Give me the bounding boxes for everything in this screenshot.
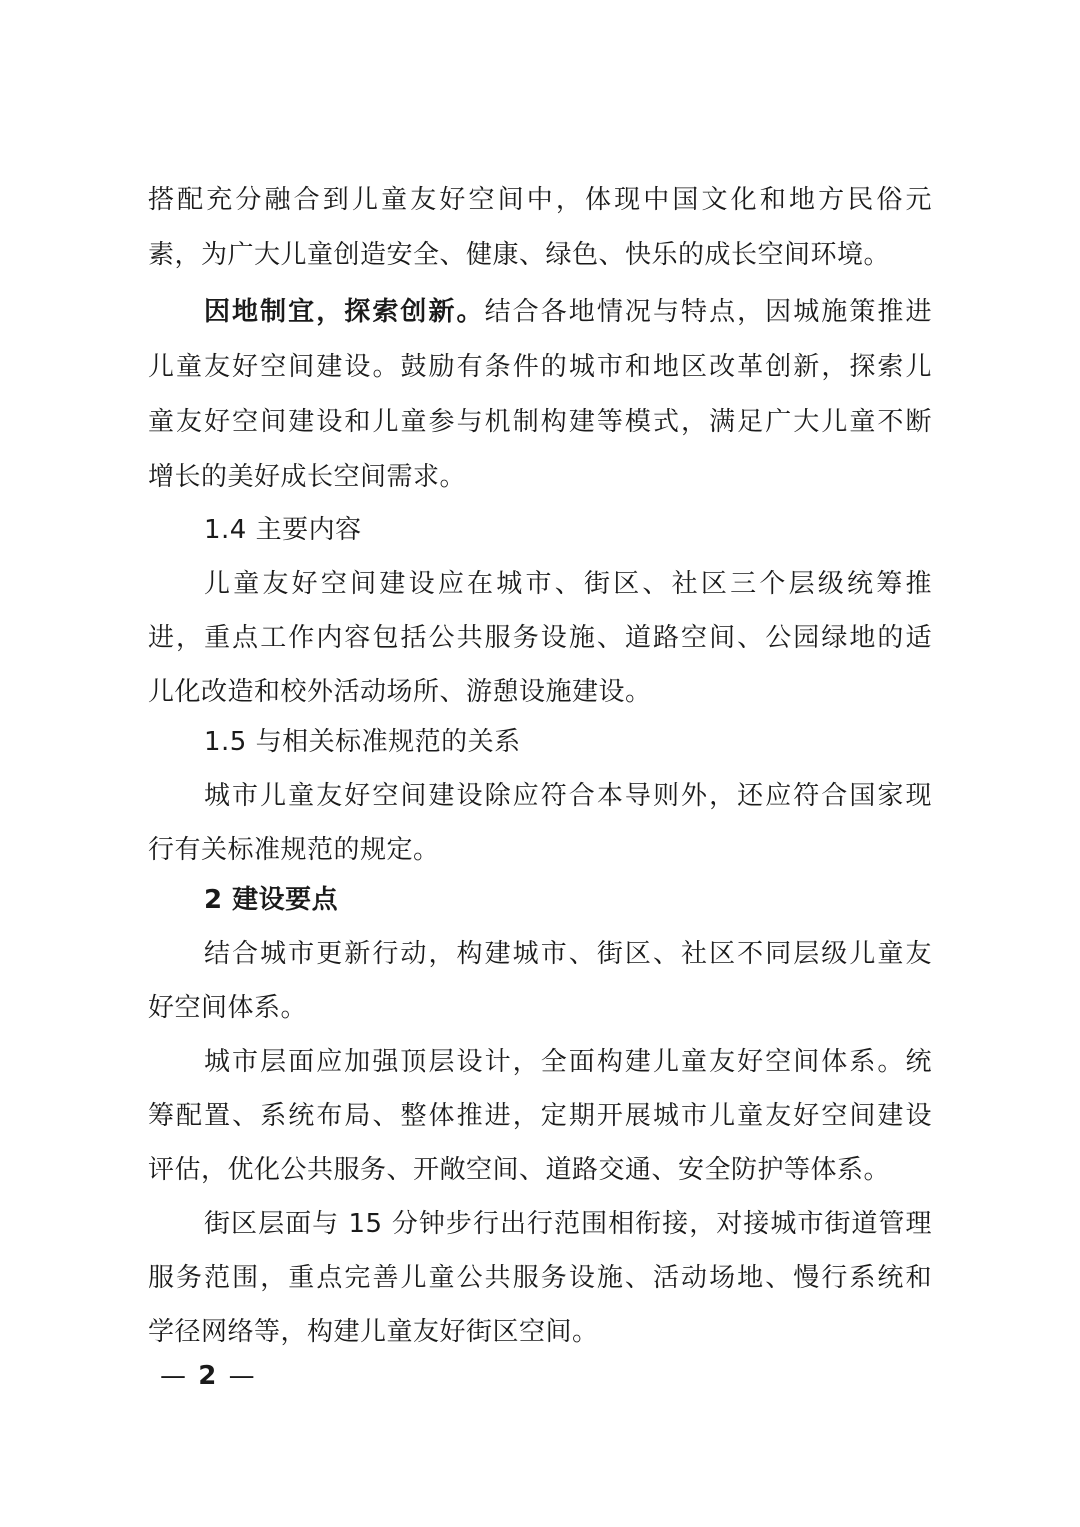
paragraph-line: 儿童友好空间建设应在城市、街区、社区三个层级统筹推: [204, 569, 932, 599]
paragraph-line: 评估，优化公共服务、开敞空间、道路交通、安全防护等体系。: [148, 1155, 891, 1185]
paragraph-line: 儿化改造和校外活动场所、游憩设施建设。: [148, 677, 652, 707]
paragraph-line: 进，重点工作内容包括公共服务设施、道路空间、公园绿地的适: [148, 623, 932, 653]
page-number: [160, 1356, 257, 1396]
paragraph-line: 筹配置、系统布局、整体推进，定期开展城市儿童友好空间建设: [148, 1101, 932, 1131]
section-heading-1-4: 1.4 主要内容: [204, 515, 362, 545]
section-heading-2: 2 建设要点: [204, 885, 339, 915]
paragraph-line: 搭配充分融合到儿童友好空间中，体现中国文化和地方民俗元: [148, 185, 932, 215]
paragraph-line: 素，为广大儿童创造安全、健康、绿色、快乐的成长空间环境。: [148, 240, 891, 270]
page-number-dash-right: —: [228, 1361, 257, 1391]
paragraph-lead: 因地制宜，探索创新。: [204, 297, 485, 327]
paragraph-line: 学径网络等，构建儿童友好街区空间。: [148, 1317, 599, 1347]
paragraph-line: 街区层面与 15 分钟步行出行范围相衔接，对接城市街道管理: [204, 1209, 932, 1239]
paragraph-line: 服务范围，重点完善儿童公共服务设施、活动场地、慢行系统和: [148, 1263, 932, 1293]
page-number-value: 2: [198, 1361, 219, 1391]
paragraph-line: 城市层面应加强顶层设计，全面构建儿童友好空间体系。统: [204, 1047, 932, 1077]
paragraph-line: 增长的美好成长空间需求。: [148, 462, 467, 492]
paragraph-text: 结合各地情况与特点，因城施策推进: [484, 297, 932, 327]
paragraph-line: 好空间体系。: [148, 993, 308, 1023]
section-heading-1-5: 1.5 与相关标准规范的关系: [204, 727, 521, 757]
paragraph-line: 童友好空间建设和儿童参与机制构建等模式，满足广大儿童不断: [148, 407, 932, 437]
paragraph-line: [204, 292, 932, 332]
paragraph-line: 行有关标准规范的规定。: [148, 835, 440, 865]
paragraph-line: 结合城市更新行动，构建城市、街区、社区不同层级儿童友: [204, 939, 932, 969]
page-number-dash-left: —: [160, 1361, 188, 1391]
paragraph-line: 儿童友好空间建设。鼓励有条件的城市和地区改革创新，探索儿: [148, 352, 932, 382]
paragraph-line: 城市儿童友好空间建设除应符合本导则外，还应符合国家现: [204, 781, 932, 811]
